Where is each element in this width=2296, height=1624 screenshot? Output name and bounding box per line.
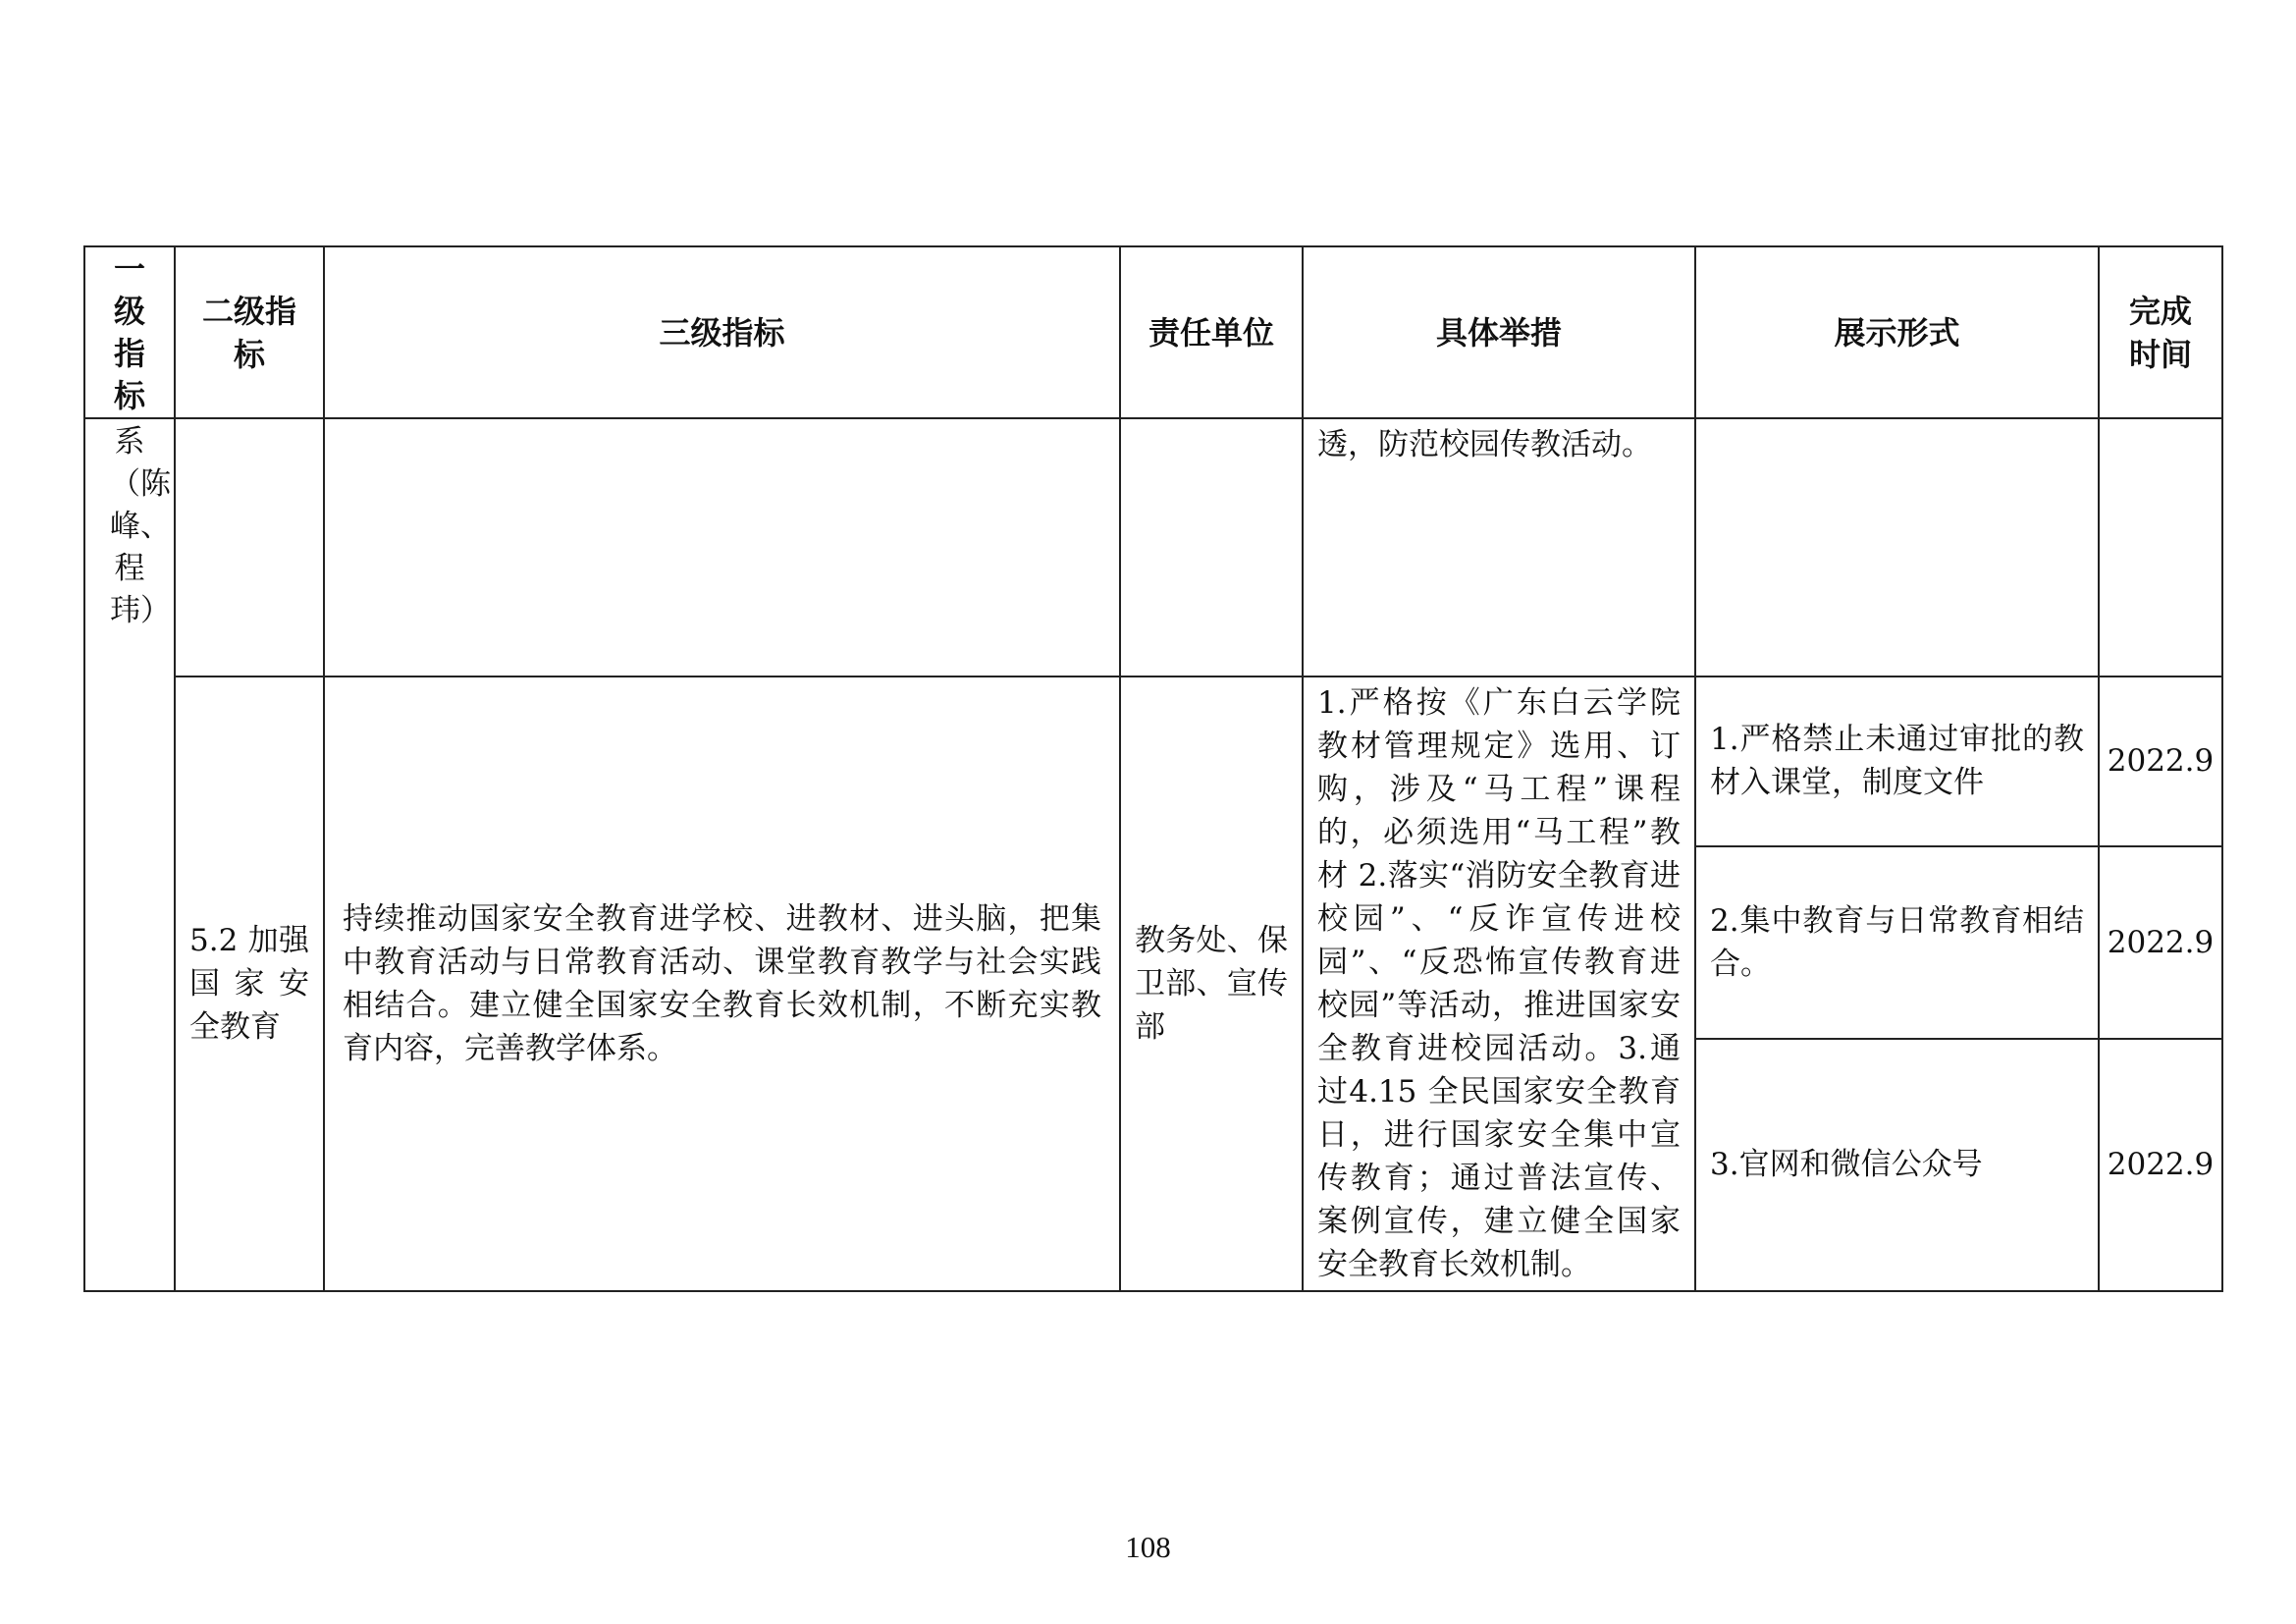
time-cell-empty xyxy=(2099,418,2222,677)
indicator-table xyxy=(83,245,2223,1292)
header-unit: 责任单位 xyxy=(1120,246,1303,418)
level2-cell-5-2: 5.2 加强国家安全教育 xyxy=(175,677,324,1291)
display-item-3: 3.官网和微信公众号 xyxy=(1695,1039,2099,1291)
measures-cell-continued: 透，防范校园传教活动。 xyxy=(1303,418,1695,677)
display-item-2: 2.集中教育与日常教育相结合。 xyxy=(1695,846,2099,1039)
level3-cell-empty xyxy=(324,418,1120,677)
page-number: 108 xyxy=(1125,1530,1171,1564)
header-row xyxy=(84,246,2222,418)
measures-cell-5-2: 1.严格按《广东白云学院教材管理规定》选用、订购，涉及“马工程”课程的，必须选用“马工程”教材 2.落实“消防安全教育进校园”、“反诈宣传进校园”、“反恐怖宣传教育进校园”等活动，推进国家安全教育进校园活动。3.通过4.15 全民国家安全教育日，进行国家安全集中宣传教育；通过普法宣传、案例宣传，建立健全国家安全教育长效机制。 xyxy=(1303,677,1695,1291)
header-measures: 具体举措 xyxy=(1303,246,1695,418)
display-item-1: 1.严格禁止未通过审批的教材入课堂，制度文件 xyxy=(1695,677,2099,846)
display-cell-empty xyxy=(1695,418,2099,677)
time-item-1: 2022.9 xyxy=(2099,677,2222,846)
header-level3: 三级指标 xyxy=(324,246,1120,418)
table-row-continued xyxy=(84,418,2222,677)
table-row-5-2-a xyxy=(84,677,2222,846)
level1-cell: 系（陈峰、程玮） xyxy=(84,418,175,1291)
header-level1: 一级指标 xyxy=(84,246,175,418)
header-level2: 二级指标 xyxy=(175,246,324,418)
unit-cell-empty xyxy=(1120,418,1303,677)
header-time: 完成时间 xyxy=(2099,246,2222,418)
time-item-2: 2022.9 xyxy=(2099,846,2222,1039)
time-item-3: 2022.9 xyxy=(2099,1039,2222,1291)
unit-cell-5-2: 教务处、保卫部、宣传部 xyxy=(1120,677,1303,1291)
header-display: 展示形式 xyxy=(1695,246,2099,418)
level2-cell-empty xyxy=(175,418,324,677)
level3-cell-5-2: 持续推动国家安全教育进学校、进教材、进头脑，把集中教育活动与日常教育活动、课堂教育教学与社会实践相结合。建立健全国家安全教育长效机制，不断充实教育内容，完善教学体系。 xyxy=(324,677,1120,1291)
